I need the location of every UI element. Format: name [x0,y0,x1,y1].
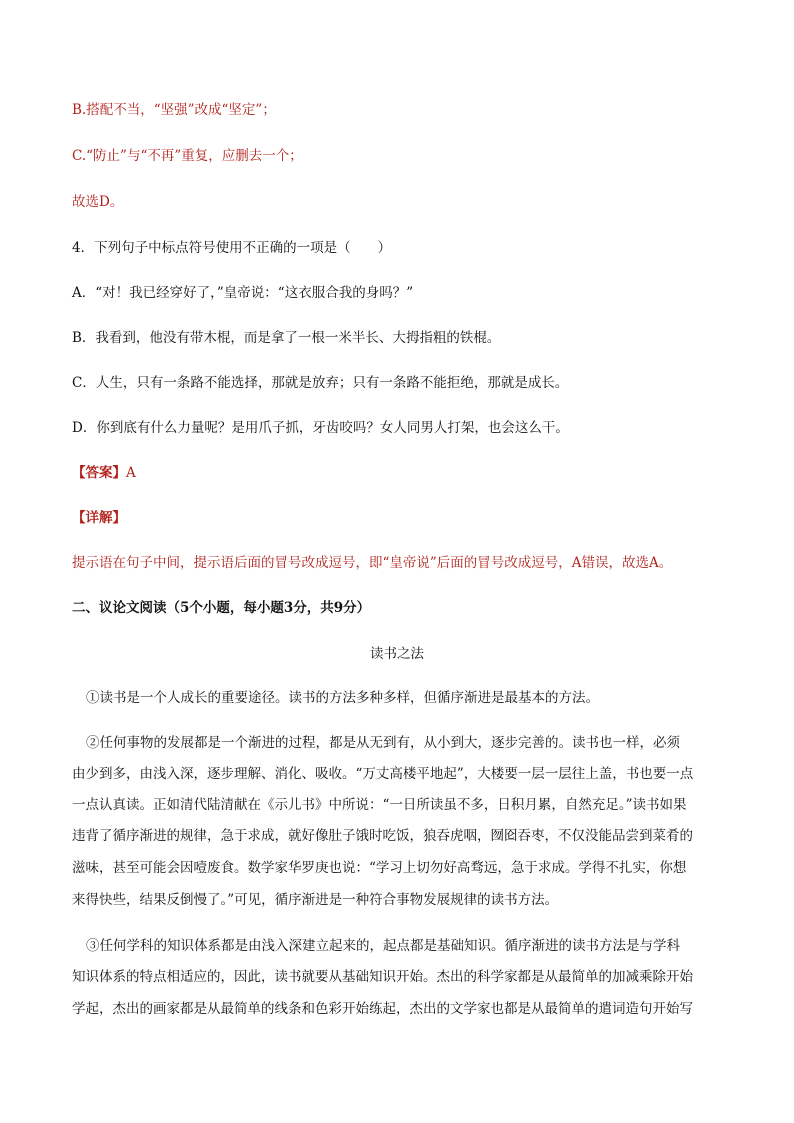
question-4-stem: 4．下列句子中标点符号使用不正确的一项是（ ） [72,240,392,256]
answer-row [72,463,136,483]
article-title: 读书之法 [370,646,424,662]
paragraph-3-line: 知识体系的特点相适应的，因此，读书就要从基础知识开始。杰出的科学家都是从最简单的加减乘除开始 [72,969,693,985]
paragraph-3-line: 学起，杰出的画家都是从最简单的线条和色彩开始练起，杰出的文学家也都是从最简单的遣词造句开始写 [72,1001,693,1017]
detail-text: 提示语在句子中间，提示语后面的冒号改成逗号，即“皇帝说”后面的冒号改成逗号，A错误，故选A。 [72,555,673,571]
paragraph-2-line: 来得快些，结果反倒慢了。”可见，循序渐进是一种符合事物发展规律的读书方法。 [72,892,559,908]
answer-c-explanation: C.“防止”与“不再”重复，应删去一个； [72,148,303,164]
paragraph-2-line: ②任何事物的发展都是一个渐进的过程，都是从无到有，从小到大，逐步完善的。读书也一样，必须 [86,735,680,751]
answer-conclusion: 故选D。 [72,194,124,210]
paragraph-3-line: ③任何学科的知识体系都是由浅入深建立起来的，起点都是基础知识。循序渐进的读书方法是与学科 [86,938,680,954]
detail-label: 【详解】 [72,510,126,526]
paragraph-2-line: 滋味，甚至可能会因噎废食。数学家华罗庚也说：“学习上切勿好高骛远，急于求成。学得不扎实，你想 [72,860,687,876]
question-4-option-a: A．“对！我已经穿好了，”皇帝说：“这衣服合我的身吗？” [72,285,414,301]
question-4-option-b: B．我看到，他没有带木棍，而是拿了一根一米半长、大拇指粗的铁棍。 [72,330,501,346]
section-heading: 二、议论文阅读（5个小题，每小题3分，共9分） [72,600,371,616]
answer-label: 【答案】 [72,465,126,481]
paragraph-2-line: 一点认真读。正如清代陆清献在《示儿书》中所说：“一日所读虽不多，日积月累，自然充足。”读书如果 [72,797,687,813]
answer-b-explanation: B.搭配不当，“坚强”改成“坚定”； [72,102,276,118]
answer-value: A [126,465,136,481]
question-4-option-d: D．你到底有什么力量呢？是用爪子抓，牙齿咬吗？女人同男人打架，也会这么干。 [72,420,569,436]
paragraph-2-line: 违背了循序渐进的规律，急于求成，就好像肚子饿时吃饭，狼吞虎咽，囫囵吞枣，不仅没能品尝到菜肴的 [72,828,693,844]
paragraph-1-line: ①读书是一个人成长的重要途径。读书的方法多种多样，但循序渐进是最基本的方法。 [86,690,599,706]
paragraph-2-line: 由少到多，由浅入深，逐步理解、消化、吸收。“万丈高楼平地起”，大楼要一层一层往上盖，书也要一点 [72,766,694,782]
question-4-option-c: C．人生，只有一条路不能选择，那就是放弃；只有一条路不能拒绝，那就是成长。 [72,375,569,391]
